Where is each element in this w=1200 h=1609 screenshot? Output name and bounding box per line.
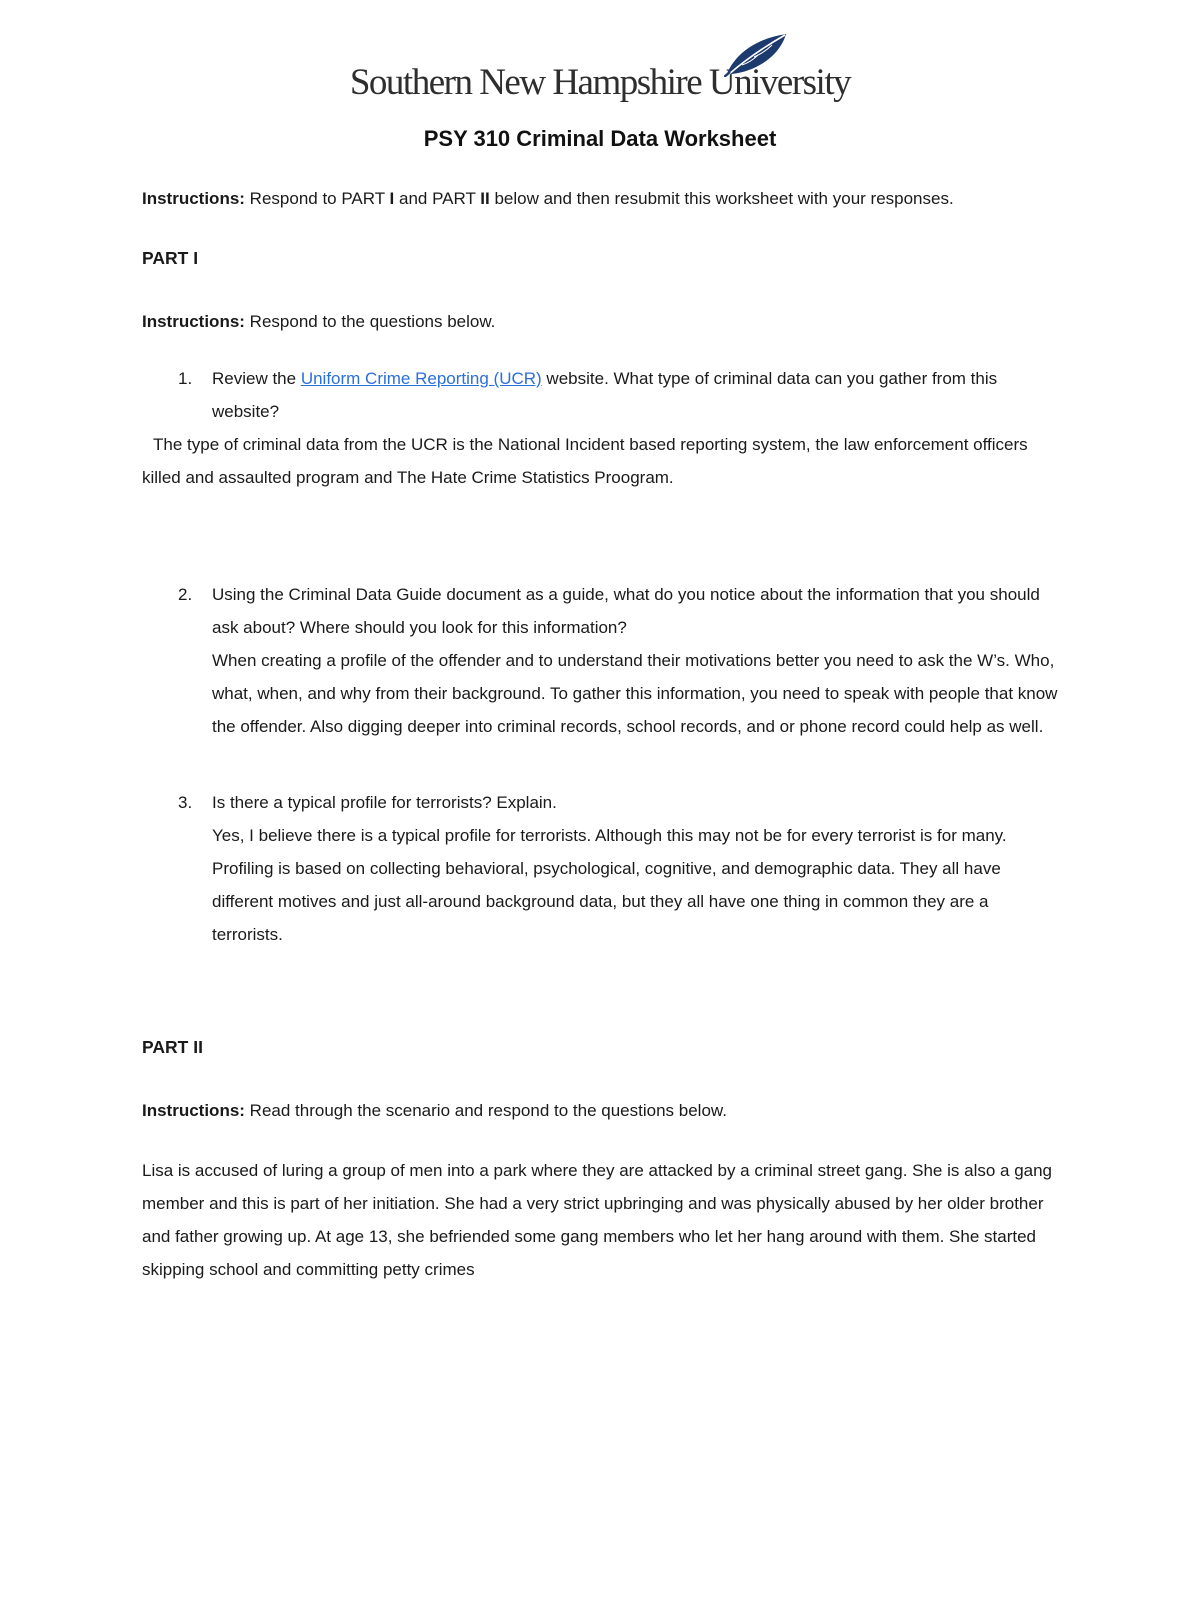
- answer-3: Yes, I believe there is a typical profile for terrorists. Although this may not be for every terrorist is for many. Profiling is based on collecting behavioral, psychological, cognitive, and demographic data. They all have different motives and just all-around background data, but they all have one thing in common they are a terrorists.: [212, 826, 1007, 944]
- part2-heading: PART II: [142, 1037, 203, 1057]
- question-1: [178, 362, 1058, 428]
- answer-2: When creating a profile of the offender and to understand their motivations better you need to ask the W’s. Who, what, when, and why from their background. To gather this information, you need to speak with people that know the offender. Also digging deeper into criminal records, school records, and or phone record could help as well.: [212, 651, 1058, 736]
- instructions-label: Instructions:: [142, 312, 245, 331]
- ucr-link[interactable]: Uniform Crime Reporting (UCR): [300, 369, 542, 388]
- logo-leaf-icon: [724, 33, 788, 77]
- question-3-text: Is there a typical profile for terrorists? Explain.: [212, 793, 557, 812]
- intro-text: Respond to PART: [244, 189, 390, 208]
- university-logo: [142, 56, 1058, 110]
- part2-instructions-text: Read through the scenario and respond to the questions below.: [244, 1101, 727, 1120]
- question-1-text-post: website. What type of criminal data can you gather from this website?: [212, 369, 998, 421]
- scenario-text: Lisa is accused of luring a group of men into a park where they are attacked by a criminal street gang. She is also a gang member and this is part of her initiation. She had a very strict upbringing and was physically abused by her older brother and father growing up. At age 13, she befriended some gang members who let her hang around with them. She started skipping school and committing petty crimes: [142, 1161, 1053, 1279]
- part1-heading: PART I: [142, 248, 199, 268]
- page-title: PSY 310 Criminal Data Worksheet: [423, 126, 777, 151]
- question-2-text: Using the Criminal Data Guide document as a guide, what do you notice about the information that you should ask about? Where should you look for this information?: [212, 585, 1040, 637]
- answer-1: The type of criminal data from the UCR is the National Incident based reporting system, the law enforcement officers killed and assaulted program and The Hate Crime Statistics Proogram.: [142, 435, 1028, 487]
- intro-text: and PART: [394, 189, 481, 208]
- question-1-number: 1.: [178, 369, 193, 388]
- part1-instructions-text: Respond to the questions below.: [244, 312, 496, 331]
- question-1-text: [212, 362, 1058, 428]
- question-3-number: 3.: [178, 793, 193, 812]
- instructions-label: Instructions:: [142, 189, 245, 208]
- intro-part1-ref: I: [389, 189, 395, 208]
- question-2-number: 2.: [178, 585, 193, 604]
- question-3: [178, 786, 1058, 951]
- logo-text: Southern New Hampshire University: [349, 62, 851, 103]
- intro-text: below and then resubmit this worksheet with your responses.: [489, 189, 954, 208]
- question-1-text-pre: Review the: [212, 369, 301, 388]
- question-2: [178, 578, 1058, 743]
- instructions-label: Instructions:: [142, 1101, 245, 1120]
- part1-instructions: [142, 305, 1058, 338]
- document-page: [0, 56, 1200, 1286]
- part2-instructions: [142, 1094, 1058, 1127]
- intro-instructions: [142, 182, 1058, 215]
- intro-part2-ref: II: [480, 189, 490, 208]
